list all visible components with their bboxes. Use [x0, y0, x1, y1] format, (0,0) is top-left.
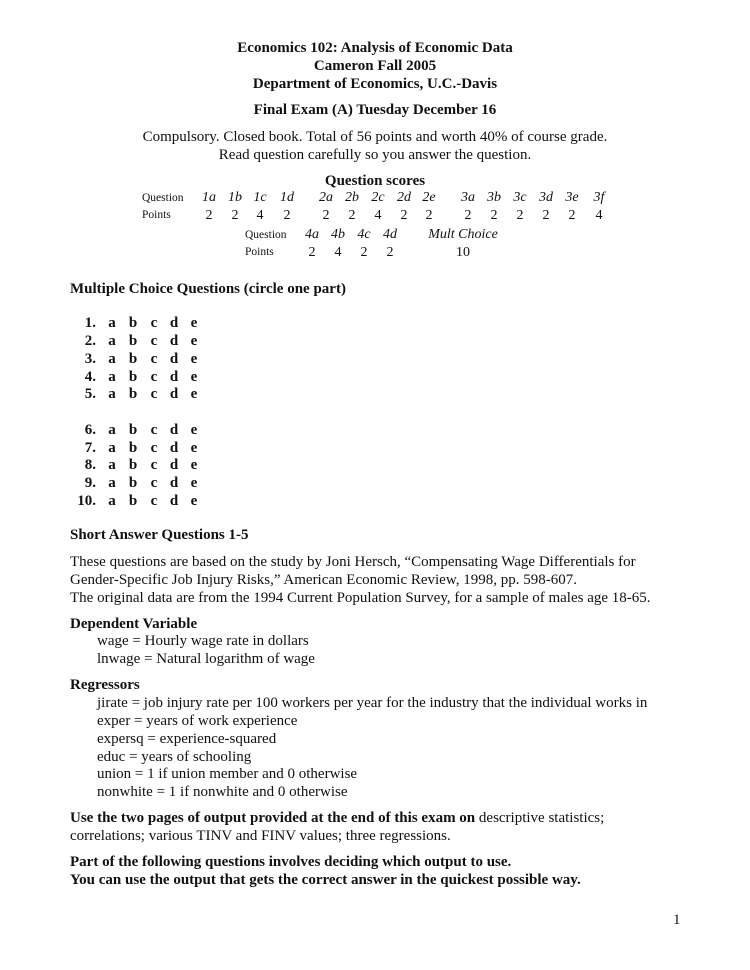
mc-option-c[interactable]: c [150, 493, 158, 509]
score-points-cell: 10 [456, 245, 470, 260]
mc-option-d[interactable]: d [169, 315, 179, 331]
score-points-cell: 4 [595, 208, 603, 223]
instructions-line-2: Read question carefully so you answer the question. [218, 147, 532, 163]
score-points-cell: 2 [231, 208, 239, 223]
mc-question-number: 1. [84, 315, 96, 331]
mc-option-c[interactable]: c [150, 457, 158, 473]
score-question-cell: 3a [461, 190, 475, 205]
mc-question-row [70, 457, 210, 475]
scores-points-label-2: Points [245, 246, 274, 258]
course-title: Economics 102: Analysis of Economic Data [237, 40, 513, 56]
mc-option-a[interactable]: a [108, 440, 116, 456]
score-points-cell: 4 [256, 208, 264, 223]
score-points-cell: 2 [568, 208, 576, 223]
mc-option-d[interactable]: d [169, 333, 179, 349]
score-question-cell: 3d [539, 190, 553, 205]
scores-points-label: Points [142, 209, 171, 221]
mc-option-c[interactable]: c [150, 315, 158, 331]
mc-option-a[interactable]: a [108, 369, 116, 385]
score-question-cell: 1a [202, 190, 216, 205]
mc-option-e[interactable]: e [190, 475, 198, 491]
score-points-cell: 2 [322, 208, 330, 223]
mc-option-b[interactable]: b [128, 422, 138, 438]
mc-option-c[interactable]: c [150, 369, 158, 385]
mc-option-d[interactable]: d [169, 386, 179, 402]
output-note-line-2: correlations; various TINV and FINV values; three regressions. [70, 828, 451, 844]
score-question-cell: 2e [422, 190, 436, 205]
score-points-cell: 4 [334, 245, 342, 260]
score-question-cell: 4c [357, 227, 371, 242]
mc-option-a[interactable]: a [108, 315, 116, 331]
mc-option-c[interactable]: c [150, 333, 158, 349]
mc-option-c[interactable]: c [150, 440, 158, 456]
score-question-cell: 3b [487, 190, 501, 205]
score-question-cell: 2c [371, 190, 385, 205]
part-note-line-1: Part of the following questions involves deciding which output to use. [70, 854, 512, 870]
mc-option-e[interactable]: e [190, 422, 198, 438]
dependent-variable-heading: Dependent Variable [70, 616, 198, 632]
output-note-rest: descriptive statistics; [475, 810, 605, 826]
mc-option-e[interactable]: e [190, 493, 198, 509]
score-points-cell: 2 [542, 208, 550, 223]
regressor-exper: exper = years of work experience [97, 713, 298, 729]
mc-option-e[interactable]: e [190, 315, 198, 331]
mc-question-number: 10. [77, 493, 96, 509]
part-note-line-2: You can use the output that gets the correct answer in the quickest possible way. [70, 872, 581, 888]
dependent-var-wage: wage = Hourly wage rate in dollars [97, 633, 309, 649]
mc-question-number: 7. [84, 440, 96, 456]
score-points-cell: 2 [516, 208, 524, 223]
short-answer-heading: Short Answer Questions 1-5 [70, 527, 249, 543]
scores-question-label: Question [142, 192, 184, 204]
mc-option-e[interactable]: e [190, 457, 198, 473]
instructions-line-1: Compulsory. Closed book. Total of 56 points and worth 40% of course grade. [142, 129, 608, 145]
mc-option-a[interactable]: a [108, 493, 116, 509]
mc-option-b[interactable]: b [128, 369, 138, 385]
mc-option-a[interactable]: a [108, 351, 116, 367]
intro-line-3: The original data are from the 1994 Current Population Survey, for a sample of males age 18-65. [70, 590, 651, 606]
mc-question-number: 3. [84, 351, 96, 367]
mc-question-number: 9. [84, 475, 96, 491]
mc-option-a[interactable]: a [108, 386, 116, 402]
intro-line-2: Gender-Specific Job Injury Risks,” American Economic Review, 1998, pp. 598-607. [70, 572, 577, 588]
score-points-cell: 2 [400, 208, 408, 223]
mc-option-d[interactable]: d [169, 422, 179, 438]
score-question-cell: Mult Choice [428, 227, 498, 242]
score-points-cell: 2 [360, 245, 368, 260]
mc-option-e[interactable]: e [190, 333, 198, 349]
mc-question-row [70, 315, 210, 333]
mc-option-d[interactable]: d [169, 351, 179, 367]
mc-option-d[interactable]: d [169, 440, 179, 456]
mc-option-e[interactable]: e [190, 351, 198, 367]
regressor-educ: educ = years of schooling [97, 749, 252, 765]
exam-title: Final Exam (A) Tuesday December 16 [253, 102, 497, 118]
score-points-cell: 4 [374, 208, 382, 223]
score-question-cell: 3c [513, 190, 527, 205]
mc-option-b[interactable]: b [128, 351, 138, 367]
score-question-cell: 4b [331, 227, 345, 242]
mc-question-number: 6. [84, 422, 96, 438]
regressor-nonwhite: nonwhite = 1 if nonwhite and 0 otherwise [97, 784, 348, 800]
mc-question-row [70, 351, 210, 369]
mc-option-b[interactable]: b [128, 386, 138, 402]
regressors-heading: Regressors [70, 677, 140, 693]
dependent-var-lnwage: lnwage = Natural logarithm of wage [97, 651, 315, 667]
mc-option-e[interactable]: e [190, 440, 198, 456]
mc-question-number: 5. [84, 386, 96, 402]
score-points-cell: 2 [425, 208, 433, 223]
regressor-jirate: jirate = job injury rate per 100 workers per year for the industry that the individual works in [97, 695, 648, 711]
mc-option-d[interactable]: d [169, 457, 179, 473]
regressor-expersq: expersq = experience-squared [97, 731, 277, 747]
score-question-cell: 1c [253, 190, 267, 205]
score-question-cell: 4a [305, 227, 319, 242]
mc-option-d[interactable]: d [169, 369, 179, 385]
score-question-cell: 1b [228, 190, 242, 205]
mc-option-d[interactable]: d [169, 475, 179, 491]
mc-question-number: 4. [84, 369, 96, 385]
mc-question-row [70, 369, 210, 387]
score-points-cell: 2 [205, 208, 213, 223]
mc-option-c[interactable]: c [150, 351, 158, 367]
mc-option-c[interactable]: c [150, 475, 158, 491]
score-points-cell: 2 [464, 208, 472, 223]
score-points-cell: 2 [283, 208, 291, 223]
mc-option-a[interactable]: a [108, 475, 116, 491]
mc-question-row [70, 386, 210, 404]
output-note-bold: Use the two pages of output provided at the end of this exam on [70, 810, 476, 826]
score-question-cell: 2a [319, 190, 333, 205]
mc-option-b[interactable]: b [128, 440, 138, 456]
mc-option-b[interactable]: b [128, 493, 138, 509]
page-number: 1 [673, 912, 681, 928]
mc-option-e[interactable]: e [190, 369, 198, 385]
mc-question-row [70, 333, 210, 351]
instructor-term: Cameron Fall 2005 [313, 58, 437, 74]
output-note-line-1 [70, 810, 604, 827]
mc-option-a[interactable]: a [108, 333, 116, 349]
score-points-cell: 2 [490, 208, 498, 223]
score-question-cell: 2d [397, 190, 411, 205]
mc-option-b[interactable]: b [128, 457, 138, 473]
mc-option-a[interactable]: a [108, 422, 116, 438]
score-question-cell: 3f [593, 190, 605, 205]
mc-question-row [70, 475, 210, 493]
mc-question-number: 8. [84, 457, 96, 473]
department: Department of Economics, U.C.-Davis [252, 76, 498, 92]
mc-option-e[interactable]: e [190, 386, 198, 402]
mc-heading: Multiple Choice Questions (circle one part) [70, 281, 346, 297]
score-question-cell: 1d [280, 190, 294, 205]
intro-line-1: These questions are based on the study by Joni Hersch, “Compensating Wage Differentials for [70, 554, 636, 570]
mc-option-c[interactable]: c [150, 386, 158, 402]
mc-option-b[interactable]: b [128, 315, 138, 331]
mc-question-number: 2. [84, 333, 96, 349]
regressor-union: union = 1 if union member and 0 otherwise [97, 766, 358, 782]
mc-option-a[interactable]: a [108, 457, 116, 473]
mc-question-row [70, 422, 210, 440]
mc-option-c[interactable]: c [150, 422, 158, 438]
mc-option-b[interactable]: b [128, 475, 138, 491]
score-points-cell: 2 [386, 245, 394, 260]
mc-question-row [70, 493, 210, 511]
score-points-cell: 2 [348, 208, 356, 223]
score-question-cell: 3e [565, 190, 579, 205]
scores-question-label-2: Question [245, 229, 287, 241]
score-question-cell: 2b [345, 190, 359, 205]
score-points-cell: 2 [308, 245, 316, 260]
mc-option-d[interactable]: d [169, 493, 179, 509]
mc-option-b[interactable]: b [128, 333, 138, 349]
scores-title: Question scores [324, 173, 426, 189]
score-question-cell: 4d [383, 227, 397, 242]
mc-question-row [70, 440, 210, 458]
